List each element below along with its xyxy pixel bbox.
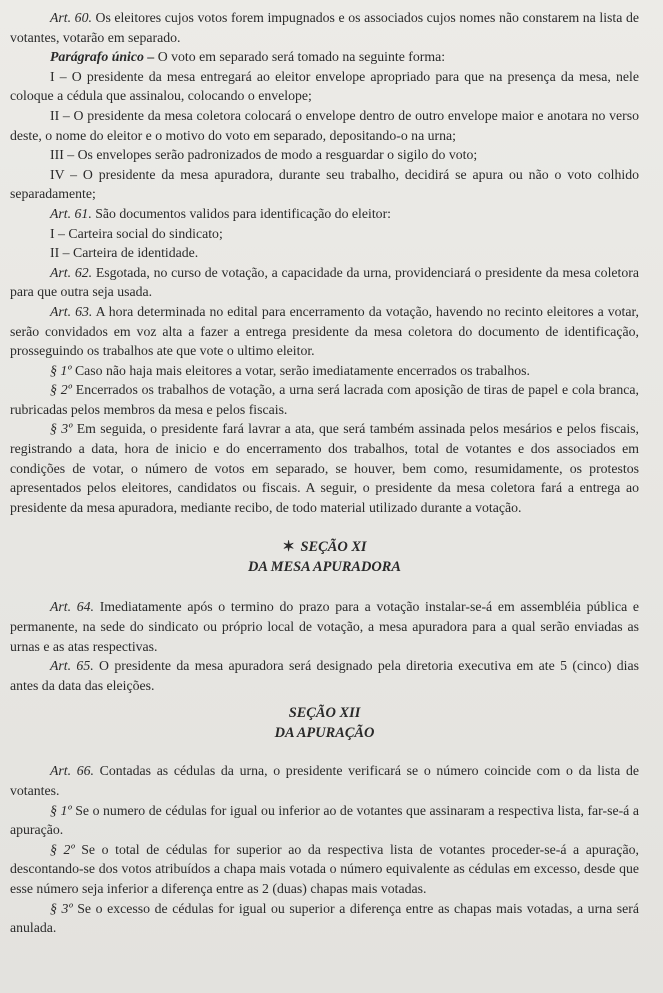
paragraph <box>10 656 639 695</box>
paragraph <box>10 47 639 67</box>
article-label: Art. 65. <box>50 658 94 674</box>
paragraph-text: Imediatamente após o termino do prazo para a votação instalar-se-á em assembléia pública e permanente, na sede do sindicato ou próprio local de votação, a mesa apuradora para a qual serão enviadas as urnas e as atas respectivas. <box>10 599 639 654</box>
paragraph <box>10 302 639 361</box>
paragraph-text: II – O presidente da mesa coletora colocará o envelope dentro de outro envelope maior e anotara no verso deste, o nome do eleitor e o motivo do voto em separado, depositando-o na urna; <box>10 107 639 143</box>
article-label: § 3º <box>50 900 73 916</box>
paragraph <box>10 224 639 244</box>
spacer <box>10 517 639 537</box>
paragraph <box>10 106 639 145</box>
article-label: Art. 64. <box>50 599 95 615</box>
paragraph-text: Se o excesso de cédulas for igual ou superior a diferença entre as chapas mais votadas, a urna será anulada. <box>10 900 639 936</box>
paragraph <box>10 8 639 47</box>
paragraph-text: IV – O presidente da mesa apuradora, durante seu trabalho, decidirá se apura ou não o voto colhido separadamente; <box>10 166 639 202</box>
paragraph-text: São documentos validos para identificação do eleitor: <box>91 205 392 221</box>
article-label: Art. 63. <box>50 303 93 319</box>
paragraph-text: Se o numero de cédulas for igual ou inferior ao de votantes que assinaram a respectiva lista, far-se-á a apuração. <box>10 802 639 838</box>
paragraph-text: I – O presidente da mesa entregará ao eleitor envelope apropriado para que na presença da mesa, nele coloque a cédula que assinalou, colocando o envelope; <box>10 68 639 104</box>
article-label: § 1º <box>50 802 72 818</box>
paragraph <box>10 204 639 224</box>
paragraph-text: Em seguida, o presidente fará lavrar a ata, que será também assinada pelos mesários e pelos fiscais, registrando a data, hora de inicio e do encerramento dos trabalhos, total de votantes e dos associados em condições de votar, o número de votos em separado, se houver, bem como, resumidamente, os protestos apresentados pelos eleitores, candidatos ou fiscais. A seguir, o presidente da mesa coletora fará a entrega ao presidente da mesa apuradora, mediante recibo, de todo material utilizado durante a votação. <box>10 421 639 515</box>
paragraph-text: Encerrados os trabalhos de votação, a urna será lacrada com aposição de tiras de papel e cola branca, rubricadas pelos membros da mesa e pelos fiscais. <box>10 382 639 417</box>
paragraph-text: Contadas as cédulas da urna, o presidente verificará se o número coincide com o da lista de votantes. <box>10 763 639 798</box>
article-label: § 1º <box>50 362 72 378</box>
paragraph <box>10 761 639 800</box>
paragraph <box>10 899 639 938</box>
article-label: § 2º <box>50 382 72 398</box>
paragraph <box>10 361 639 381</box>
paragraph <box>10 67 639 106</box>
article-label: § 3º <box>50 421 73 437</box>
spacer <box>10 695 639 703</box>
article-label: Art. 61. <box>50 205 92 221</box>
section-heading <box>10 703 639 723</box>
paragraph <box>10 419 639 517</box>
paragraph-text: III – Os envelopes serão padronizados de modo a resguardar o sigilo do voto; <box>50 147 478 163</box>
paragraph <box>10 801 639 840</box>
article-label: Art. 60. <box>50 10 92 25</box>
section-heading <box>10 557 639 577</box>
article-label: Art. 62. <box>50 264 93 280</box>
paragraph <box>10 165 639 204</box>
paragraph-text: I – Carteira social do sindicato; <box>50 225 223 241</box>
section-heading-text: DA APURAÇÃO <box>274 725 375 742</box>
paragraph <box>10 597 639 656</box>
asterisk-mark-icon: ✶ <box>282 539 295 556</box>
paragraph <box>10 840 639 899</box>
section-heading <box>10 723 639 743</box>
section-heading-text: SEÇÃO XI <box>300 539 367 556</box>
paragraph <box>10 243 639 263</box>
article-label: § 2º <box>50 841 75 857</box>
paragraph-text: II – Carteira de identidade. <box>50 245 199 261</box>
paragraph-text: O voto em separado será tomado na seguinte forma: <box>154 49 446 65</box>
spacer <box>10 577 639 597</box>
article-label: Parágrafo único – <box>50 49 155 65</box>
spacer <box>10 743 639 761</box>
paragraph-text: Esgotada, no curso de votação, a capacidade da urna, providenciará o presidente da mesa coletora para que outra seja usada. <box>10 264 639 300</box>
paragraph <box>10 263 639 302</box>
paragraph-text: A hora determinada no edital para encerramento da votação, havendo no recinto eleitores a votar, serão convidados em voz alta a fazer a entrega presidente da mesa coletora do documento de identificação, prosseguindo os trabalhos ate que vote o ultimo eleitor. <box>10 303 639 359</box>
section-heading-text: SEÇÃO XII <box>288 705 361 722</box>
paragraph-text: Se o total de cédulas for superior ao da respectiva lista de votantes proceder-se-á a apuração, descontando-se dos votos atribuídos a chapa mais votada o número equivalente as cédulas em excesso, desde que esse número seja inferior a diferença entre as 2 (duas) chapas mais votadas. <box>10 841 640 896</box>
paragraph-text: Os eleitores cujos votos forem impugnados e os associados cujos nomes não constarem na lista de votantes, votarão em separado. <box>10 10 639 45</box>
paragraph <box>10 380 639 419</box>
article-label: Art. 66. <box>50 763 94 779</box>
paragraph-text: Caso não haja mais eleitores a votar, serão imediatamente encerrados os trabalhos. <box>71 362 530 378</box>
paragraph <box>10 145 639 165</box>
section-heading <box>10 537 639 557</box>
paragraph-text: O presidente da mesa apuradora será designado pela diretoria executiva em ate 5 (cinco) dias antes da data das eleições. <box>10 658 639 693</box>
section-heading-text: DA MESA APURADORA <box>247 559 402 576</box>
